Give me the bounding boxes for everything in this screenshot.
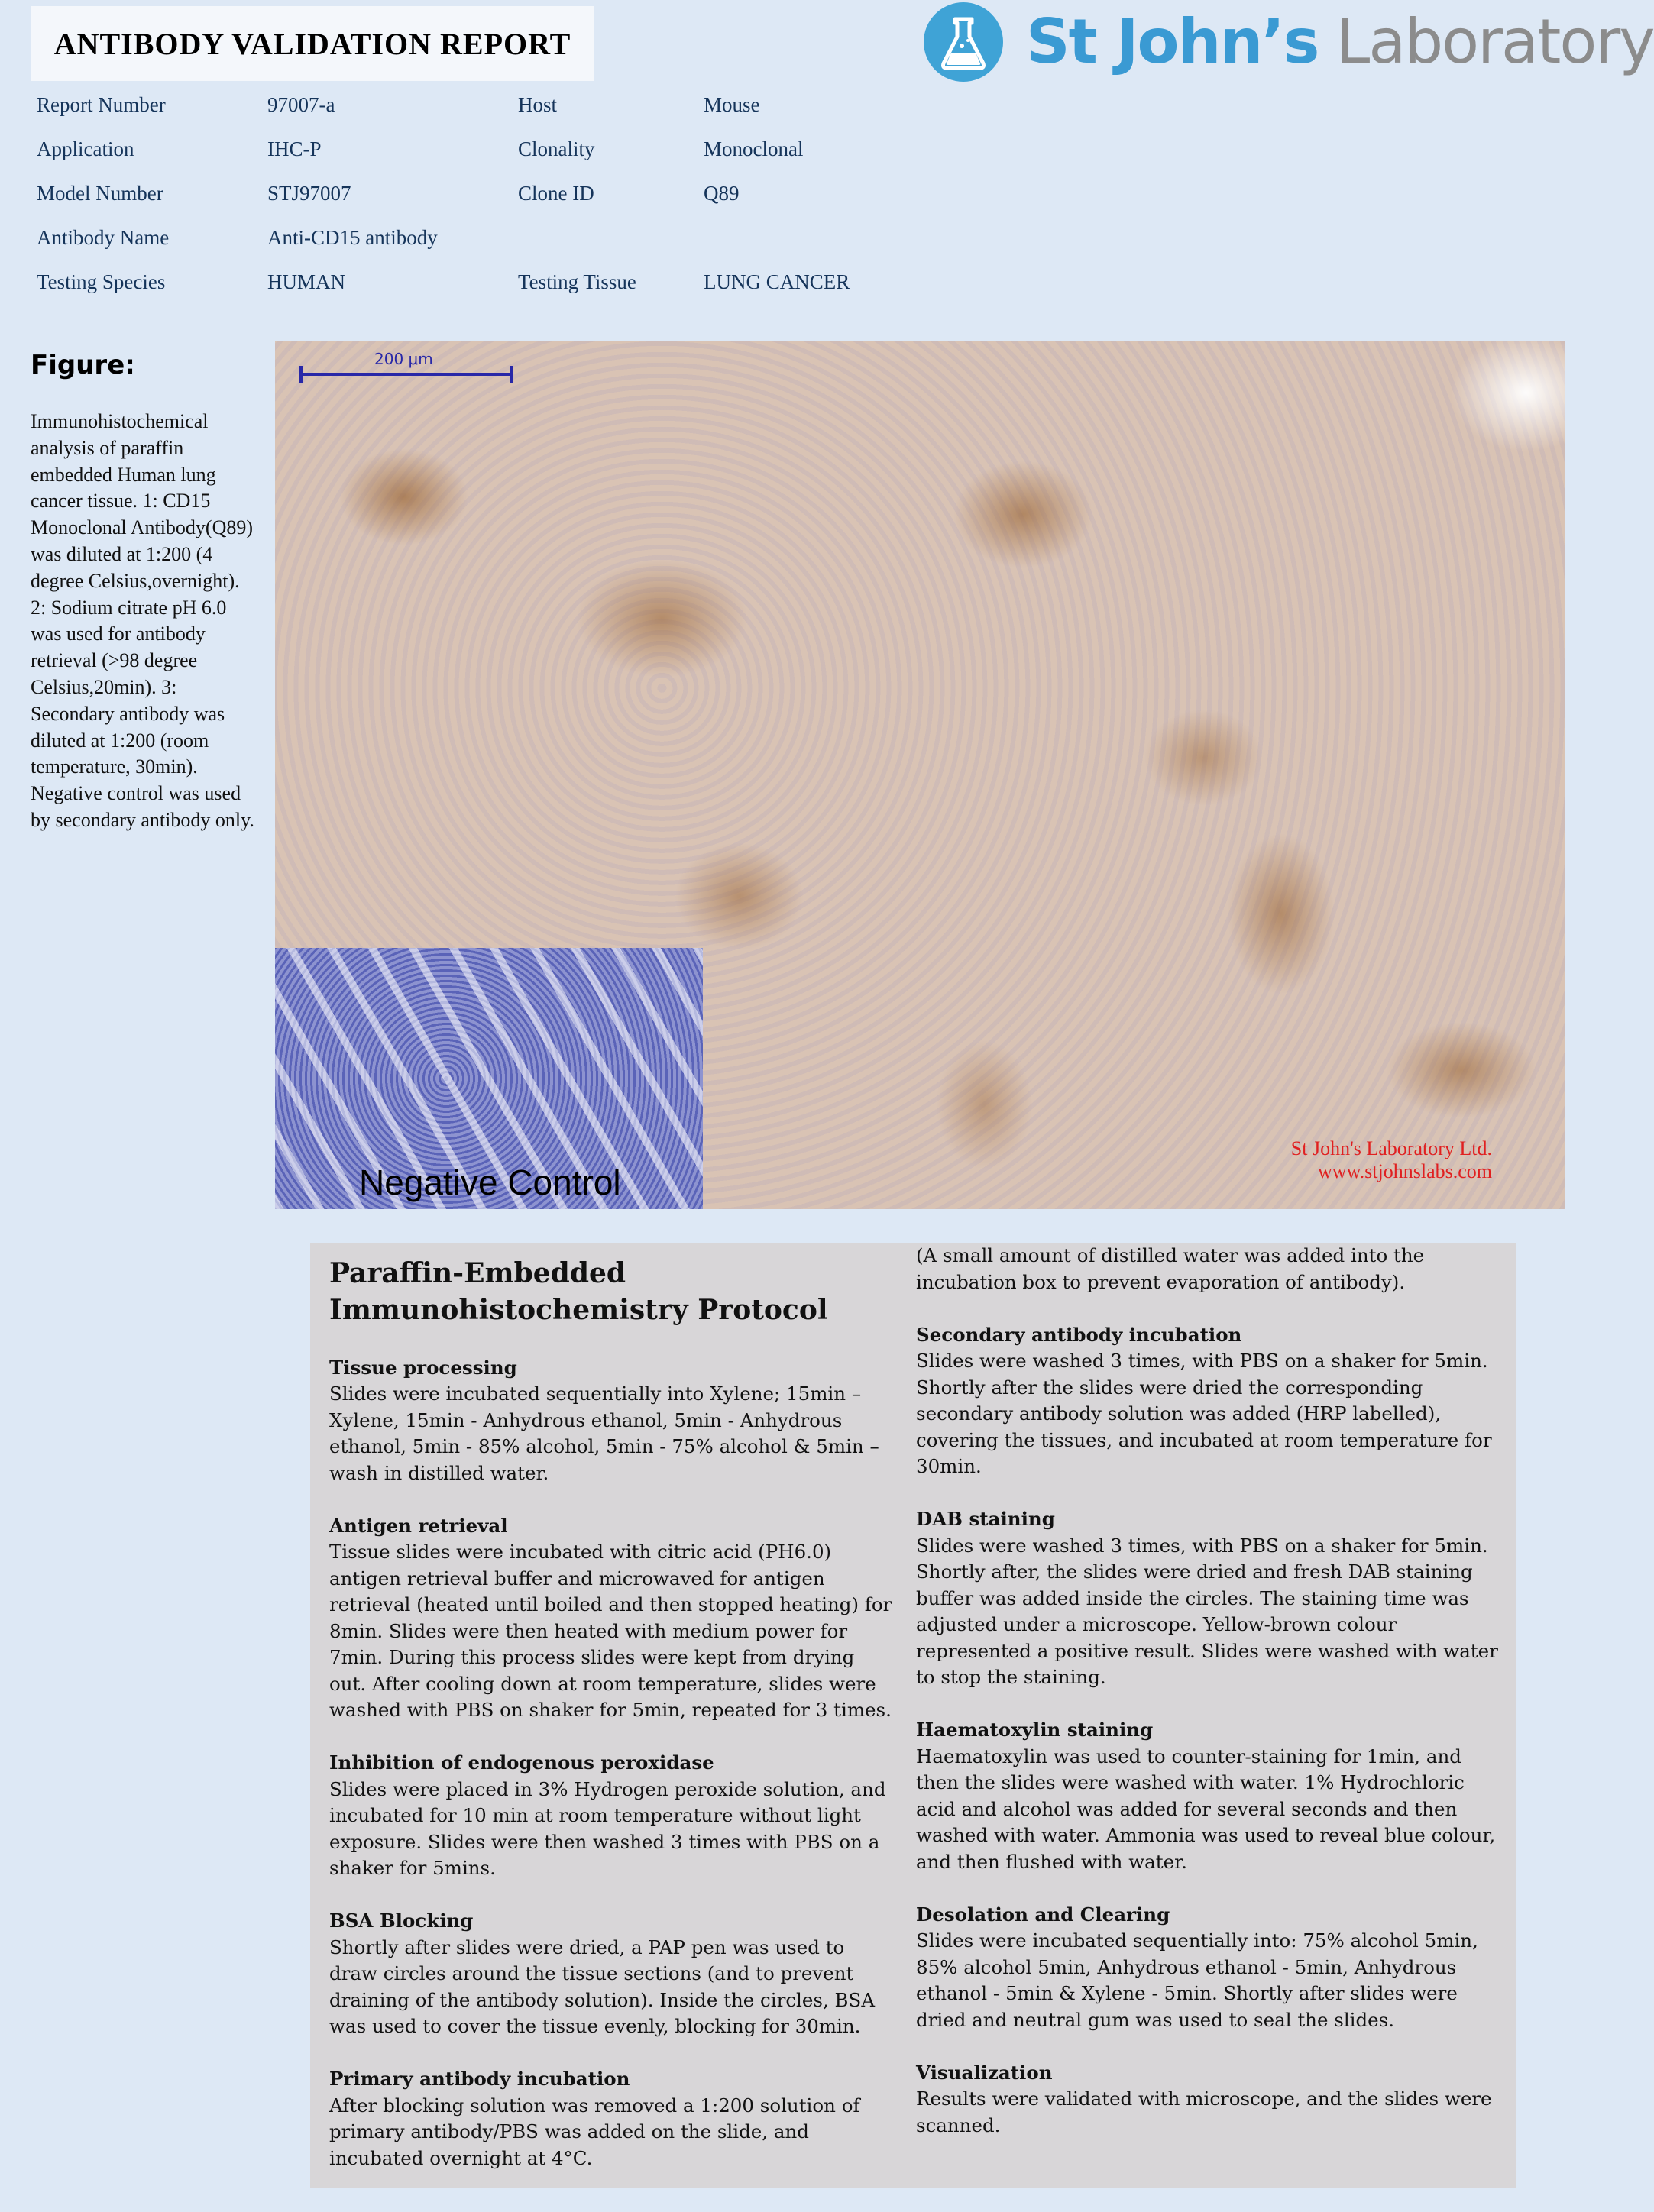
antibody-info-table — [37, 84, 923, 306]
section-body: Shortly after slides were dried, a PAP pen was used to draw circles around the tissue sections (and to prevent draining of the antibody solution). Inside the circles, BSA was used to cover the tissue evenly, blocking for 30min. — [329, 1936, 876, 2037]
protocol-section — [329, 1750, 895, 1882]
section-heading: Antigen retrieval — [329, 1514, 508, 1537]
watermark — [1291, 1137, 1492, 1183]
info-value: Anti-CD15 antibody — [267, 226, 438, 249]
company-logo — [921, 0, 1654, 86]
info-label: Testing Tissue — [518, 270, 636, 293]
section-body: Slides were incubated sequentially into: 75% alcohol 5min, 85% alcohol 5min, Anhydrous ethanol - 5min, Anhydrous ethanol - 5min & Xylene - 5min. Shortly after slides were dried and neutral gum was used to seal the slides. — [916, 1929, 1478, 2031]
info-row — [37, 217, 923, 261]
section-heading: BSA Blocking — [329, 1910, 474, 1932]
info-label: Antibody Name — [37, 226, 170, 249]
info-value: LUNG CANCER — [704, 270, 850, 293]
protocol-section — [916, 1322, 1504, 1480]
info-row — [37, 128, 923, 173]
info-label: Application — [37, 137, 134, 160]
section-body: After blocking solution was removed a 1:200 solution of primary antibody/PBS was added on the slide, and incubated overnight at 4°C. — [329, 2094, 860, 2169]
info-label: Report Number — [37, 93, 166, 116]
protocol-section — [916, 1506, 1504, 1691]
section-heading: DAB staining — [916, 1508, 1055, 1530]
section-heading: Haematoxylin staining — [916, 1719, 1154, 1741]
section-body: Slides were washed 3 times, with PBS on a shaker for 5min. Shortly after, the slides were dried and fresh DAB staining buffer was added inside the circles. The staining time was adjusted under a microscope. Yellow-brown colour represented a positive result. Slides were washed with water to stop the staining. — [916, 1534, 1498, 1688]
section-heading: Tissue processing — [329, 1356, 517, 1379]
scale-bar-label: 200 μm — [374, 350, 433, 368]
info-label: Clone ID — [518, 182, 594, 205]
protocol-left-column — [329, 1243, 895, 2172]
negative-control-inset — [275, 948, 703, 1209]
flask-icon — [924, 2, 1003, 82]
section-body: Tissue slides were incubated with citric acid (PH6.0) antigen retrieval buffer and microwaved for antigen retrieval (heated until boiled and then stopped heating) for 8min. Slides were then heated with medium power for 7min. During this process slides were kept from drying out. After cooling down at room temperature, slides were washed with PBS on shaker for 5min, repeated for 3 times. — [329, 1541, 892, 1721]
section-body: Haematoxylin was used to counter-staining for 1min, and then the slides were washed with water. 1% Hydrochloric acid and alcohol was added for several seconds and then washed with water. Ammonia was used to reveal blue colour, and then flushed with water. — [916, 1745, 1496, 1873]
section-body: Slides were placed in 3% Hydrogen peroxide solution, and incubated for 10 min at room temperature without light exposure. Slides were then washed 3 times with PBS on a shaker for 5mins. — [329, 1777, 886, 1879]
info-value: HUMAN — [267, 270, 346, 293]
watermark-url: www.stjohnslabs.com — [1318, 1160, 1492, 1182]
protocol-section — [916, 1717, 1504, 1875]
protocol-section — [329, 2066, 895, 2172]
section-heading: Inhibition of endogenous peroxidase — [329, 1751, 714, 1774]
protocol-section — [329, 1908, 895, 2040]
info-value: 97007-a — [267, 93, 335, 116]
info-row — [37, 84, 923, 128]
info-label: Testing Species — [37, 270, 166, 293]
section-heading: Desolation and Clearing — [916, 1903, 1170, 1926]
info-label: Model Number — [37, 182, 163, 205]
report-title-box — [31, 6, 594, 81]
protocol-right-column — [916, 1243, 1504, 2139]
protocol-section — [329, 1513, 895, 1724]
scale-bar — [299, 373, 513, 376]
info-value: Monoclonal — [704, 137, 804, 160]
protocol-section — [916, 1902, 1504, 2034]
info-value: Q89 — [704, 182, 740, 205]
section-body: Slides were washed 3 times, with PBS on a shaker for 5min. Shortly after the slides were dried the corresponding secondary antibody solution was added (HRP labelled), covering the tissues, and incubated at room temperature for 30min. — [916, 1350, 1492, 1477]
section-body: Results were validated with microscope, and the slides were scanned. — [916, 2087, 1492, 2136]
logo-text-brand: St John’s — [1026, 6, 1319, 77]
report-title: ANTIBODY VALIDATION REPORT — [53, 26, 571, 61]
figure-label: Figure: — [31, 350, 135, 380]
ihc-micrograph — [275, 341, 1565, 1209]
negative-control-label: Negative Control — [359, 1163, 621, 1202]
section-heading: Visualization — [916, 2061, 1053, 2084]
logo-text — [1026, 8, 1654, 76]
info-label: Host — [518, 93, 558, 116]
protocol-title: Paraffin-Embedded Immunohistochemistry Protocol — [329, 1257, 828, 1326]
info-value: STJ97007 — [267, 182, 351, 205]
info-row — [37, 261, 923, 306]
info-value: IHC-P — [267, 137, 322, 160]
watermark-company: St John's Laboratory Ltd. — [1290, 1137, 1492, 1159]
info-label: Clonality — [518, 137, 595, 160]
figure-caption: Immunohistochemical analysis of paraffin embedded Human lung cancer tissue. 1: CD15 Monoclonal Antibody(Q89) was diluted at 1:200 (4 degree Celsius,overnight). 2: Sodium citrate pH 6.0 was used for antibody retrieval (>98 degree Celsius,20min). 3: Secondary antibody was diluted at 1:200 (room temperature, 30min). Negative control was used by secondary antibody only. — [31, 410, 254, 831]
info-value: Mouse — [704, 93, 760, 116]
logo-text-laboratory: Laboratory — [1335, 6, 1654, 77]
section-heading: Secondary antibody incubation — [916, 1323, 1242, 1346]
info-row — [37, 173, 923, 217]
protocol-intro-note: (A small amount of distilled water was added into the incubation box to prevent evaporation of antibody). — [916, 1244, 1425, 1293]
section-body: Slides were incubated sequentially into Xylene; 15min – Xylene, 15min - Anhydrous ethanol, 5min - Anhydrous ethanol, 5min - 85% alcohol, 5min - 75% alcohol & 5min – wash in distilled water. — [329, 1382, 879, 1484]
protocol-panel — [310, 1243, 1516, 2188]
protocol-section — [916, 2060, 1504, 2139]
section-heading: Primary antibody incubation — [329, 2068, 630, 2090]
protocol-section — [329, 1355, 895, 1487]
